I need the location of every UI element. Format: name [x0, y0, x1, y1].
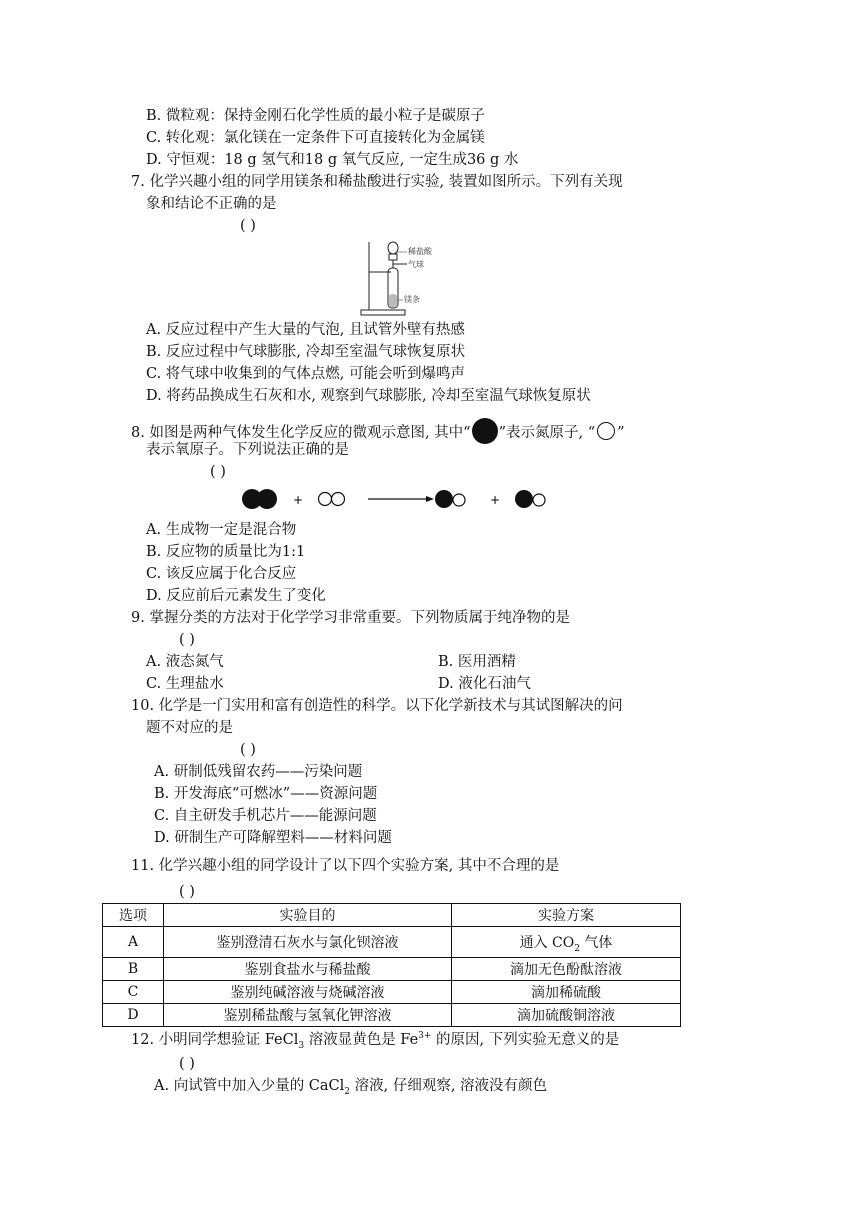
row-c-purpose: 鉴别纯碱溶液与烧碱溶液 — [164, 981, 452, 1004]
q7-option-d: D. 将药品换成生石灰和水, 观察到气球膨胀, 冷却至室温气球恢复原状 — [146, 388, 591, 404]
q7-option-b: B. 反应过程中气球膨胀, 冷却至室温气球恢复原状 — [146, 344, 466, 360]
q12-stem-subscript: 3 — [298, 1040, 305, 1051]
q12-answer-blank: ( ) — [179, 1056, 195, 1072]
q8-stem-part3: ” — [617, 425, 625, 441]
row-a-plan-suffix: 气体 — [579, 935, 613, 951]
header-purpose: 实验目的 — [164, 904, 452, 927]
q7-apparatus-figure — [355, 238, 432, 318]
q9-stem: 9. 掌握分类的方法对于化学学习非常重要。下列物质属于纯净物的是 — [131, 610, 570, 626]
plus-sign-2: + — [490, 493, 501, 507]
row-d-option: D — [103, 1004, 164, 1027]
table-row — [103, 958, 681, 981]
row-a-plan-text: 通入 CO — [519, 935, 575, 951]
q7-option-a: A. 反应过程中产生大量的气泡, 且试管外壁有热感 — [146, 322, 465, 338]
q7-label-mg: 镁条 — [404, 295, 420, 304]
q10-option-c: C. 自主研发手机芯片——能源问题 — [154, 808, 377, 824]
header-plan: 实验方案 — [452, 904, 681, 927]
q10-option-a: A. 研制低残留农药——污染问题 — [154, 764, 363, 780]
q12-stem-part2: 溶液显黄色是 Fe — [304, 1032, 419, 1048]
q8-option-c: C. 该反应属于化合反应 — [146, 566, 297, 582]
row-a-option: A — [103, 927, 164, 958]
row-d-purpose: 鉴别稀盐酸与氢氧化钾溶液 — [164, 1004, 452, 1027]
q10-option-d: D. 研制生产可降解塑料——材料问题 — [154, 830, 392, 846]
q9-option-b: B. 医用酒精 — [438, 654, 516, 670]
q12-option-a-part2: 溶液, 仔细观察, 溶液没有颜色 — [350, 1078, 548, 1094]
q12-option-a-part1: A. 向试管中加入少量的 CaCl — [154, 1078, 345, 1094]
q7-answer-blank: ( ) — [240, 218, 256, 234]
table-row — [103, 1004, 681, 1027]
o2-atom-1 — [319, 493, 332, 506]
q8-option-d: D. 反应前后元素发生了变化 — [146, 588, 326, 604]
no-n-atom-2 — [515, 490, 533, 508]
q7-option-c: C. 将气球中收集到的气体点燃, 可能会听到爆鸣声 — [146, 366, 466, 382]
q6-option-d: D. 守恒观：18 g 氢气和18 g 氧气反应, 一定生成36 g 水 — [146, 152, 519, 168]
q9-option-d: D. 液化石油气 — [438, 676, 531, 692]
q10-stem-line1: 10. 化学是一门实用和富有创造性的科学。以下化学新技术与其试图解决的问 — [131, 698, 623, 714]
n2-atom-2 — [257, 489, 277, 509]
q11-stem: 11. 化学兴趣小组的同学设计了以下四个实验方案, 其中不合理的是 — [131, 858, 560, 874]
q8-stem-part2: ”表示氮原子, “ — [498, 425, 596, 441]
table-row — [103, 981, 681, 1004]
q12-stem-part3: 的原因, 下列实验无意义的是 — [431, 1032, 620, 1048]
table-header-row — [103, 904, 681, 927]
q7-stem-line2: 象和结论不正确的是 — [146, 196, 277, 212]
q12-option-a — [154, 1076, 547, 1096]
q12-stem-superscript: 3+ — [418, 1031, 432, 1042]
row-c-plan: 滴加稀硫酸 — [452, 981, 681, 1004]
q9-option-a: A. 液态氮气 — [146, 654, 224, 670]
q10-option-b: B. 开发海底“可燃冰”——资源问题 — [154, 786, 378, 802]
q9-answer-blank: ( ) — [179, 632, 195, 648]
q12-option-a-subscript: 2 — [344, 1086, 351, 1097]
row-a-plan-subscript: 2 — [574, 943, 580, 954]
q12-stem — [131, 1030, 619, 1050]
table-row — [103, 927, 681, 958]
q8-answer-blank: ( ) — [210, 464, 226, 480]
q7-stem-line1: 7. 化学兴趣小组的同学用镁条和稀盐酸进行实验, 装置如图所示。下列有关现 — [131, 174, 623, 190]
q7-label-balloon: 气球 — [408, 260, 424, 269]
row-a-plan — [452, 927, 681, 958]
q11-experiment-table — [102, 903, 681, 1027]
q9-option-c: C. 生理盐水 — [146, 676, 224, 692]
q6-option-c: C. 转化观：氯化镁在一定条件下可直接转化为金属镁 — [146, 130, 485, 146]
q11-answer-blank: ( ) — [179, 884, 195, 900]
no-o-atom-2 — [533, 494, 545, 506]
oxygen-atom-icon — [597, 422, 615, 440]
q8-stem-part1: 8. 如图是两种气体发生化学反应的微观示意图, 其中“ — [131, 425, 471, 441]
no-o-atom-1 — [453, 494, 465, 506]
q8-stem-line2: 表示氧原子。下列说法正确的是 — [146, 442, 349, 458]
row-d-plan: 滴加硫酸铜溶液 — [452, 1004, 681, 1027]
q7-label-hcl: 稀盐酸 — [408, 247, 432, 256]
row-a-purpose: 鉴别澄清石灰水与氯化钡溶液 — [164, 927, 452, 958]
row-b-plan: 滴加无色酚酞溶液 — [452, 958, 681, 981]
row-b-purpose: 鉴别食盐水与稀盐酸 — [164, 958, 452, 981]
q10-stem-line2: 题不对应的是 — [146, 720, 233, 736]
q6-option-b: B. 微粒观：保持金刚石化学性质的最小粒子是碳原子 — [146, 108, 485, 124]
row-b-option: B — [103, 958, 164, 981]
nitrogen-atom-icon — [472, 418, 498, 444]
o2-atom-2 — [332, 493, 345, 506]
q10-answer-blank: ( ) — [240, 742, 256, 758]
header-option: 选项 — [103, 904, 164, 927]
row-c-option: C — [103, 981, 164, 1004]
plus-sign-1: + — [293, 493, 304, 507]
no-n-atom-1 — [435, 490, 453, 508]
q8-option-b: B. 反应物的质量比为1:1 — [146, 544, 306, 560]
q12-stem-part1: 12. 小明同学想验证 FeCl — [131, 1032, 299, 1048]
q8-reaction-diagram — [240, 484, 560, 514]
q8-option-a: A. 生成物一定是混合物 — [146, 522, 297, 538]
